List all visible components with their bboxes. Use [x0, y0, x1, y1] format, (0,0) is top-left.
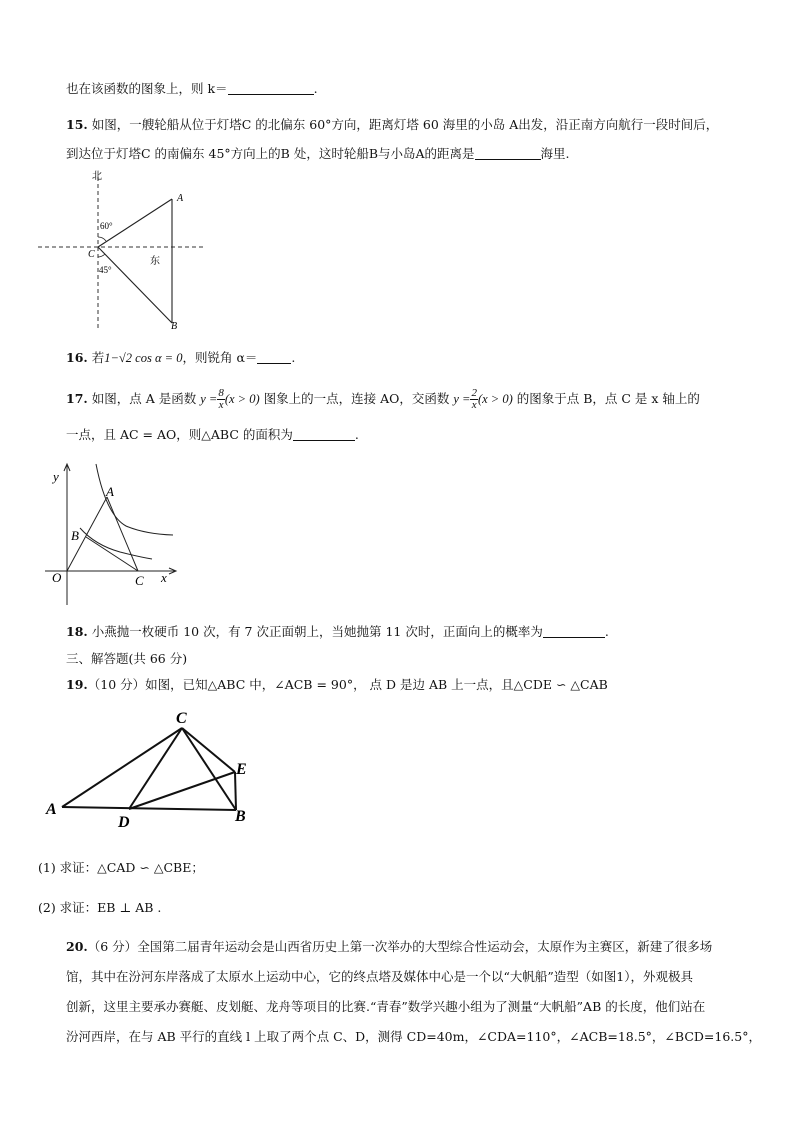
q19-figure [40, 705, 270, 835]
q17-number: 17. [66, 391, 88, 406]
q16-line: 16. 若1−√2 cos α = 0，则锐角 α＝ . [66, 350, 296, 365]
q17-label-x: x [161, 570, 167, 585]
q19-label-E: E [236, 761, 247, 778]
q17-fraction-2: $\frac{2}{x}$ [471, 387, 477, 411]
q16-number: 16. [66, 350, 88, 365]
q17-label-C: C [135, 573, 144, 588]
q19-seg-AC [62, 728, 182, 807]
q15-label-B: B [171, 321, 178, 332]
section3-title: 三、解答题(共 66 分) [66, 651, 188, 666]
q15-label-A: A [177, 193, 184, 204]
q19-score: （10 分） [87, 677, 146, 692]
q20-line4: 汾河西岸，在与 AB 平行的直线 l 上取了两个点 C、D，测得 CD=40m，∠CDA=110°，∠ACB=18.5°，∠BCD=16.5°， [66, 1029, 761, 1044]
q18-text: 小燕抛一枚硬币 10 次，有 7 次正面朝上，当她抛第 11 次时，正面向上的概率为 [91, 624, 543, 639]
q15-line2: 到达位于灯塔C 的南偏东 45°方向上的B 处，这时轮船B与小岛A的距离是 海里. [66, 146, 570, 161]
q18-line: 18. 小燕抛一枚硬币 10 次，有 7 次正面朝上，当她抛第 11 次时，正面向上的概率为 . [66, 624, 609, 639]
q19-label-A: A [46, 801, 57, 818]
q17-line2: 一点，且 AC = AO，则△ABC 的面积为 . [66, 427, 359, 442]
q20-line1: 20.（6 分）全国第二届青年运动会是山西省历史上第一次举办的大型综合性运动会，太原作为主赛区，新建了很多场 [66, 939, 713, 954]
q19-line [66, 676, 608, 694]
q17-label-O: O [52, 570, 62, 585]
q15-line1 [66, 116, 718, 134]
q15-number: 15. [66, 117, 88, 132]
q14-tail-text: 也在该函数的图象上，则 k＝ [66, 81, 228, 96]
q17-answer-blank[interactable] [293, 428, 355, 441]
q19-number: 19. [66, 677, 88, 692]
q19-part2: (2) 求证：EB ⊥ AB . [38, 900, 162, 915]
q18-number: 18. [66, 624, 88, 639]
q17-fraction-1: $\frac{8}{x}$ [218, 387, 224, 411]
q15-figure [30, 165, 220, 335]
q20-line2: 馆，其中在汾河东岸落成了太原水上运动中心，它的终点塔及媒体中心是一个以“大帆船”造型（如图1），外观极具 [66, 969, 693, 984]
q15-label-east: 东 [150, 256, 160, 267]
q17-label-y: y [53, 469, 59, 484]
q17-label-B: B [71, 528, 79, 543]
q14-tail: 也在该函数的图象上，则 k＝ . [66, 81, 318, 96]
q19-seg-CB [182, 728, 236, 810]
q19-label-B: B [235, 808, 246, 825]
q19-text: 如图，已知△ABC 中，∠ACB = 90°， 点 D 是边 AB 上一点，且△CDE ∽ △CAB [145, 677, 608, 692]
q20-score: （6 分） [87, 939, 138, 954]
q17-seg-AC [107, 497, 138, 571]
q15-arc-45 [98, 254, 105, 257]
q15-label-angle60: 60° [100, 221, 113, 231]
q19-seg-DE [129, 772, 235, 809]
q19-label-D: D [118, 814, 130, 831]
q19-label-C: C [176, 710, 187, 727]
q18-answer-blank[interactable] [543, 625, 605, 638]
q17-figure [40, 460, 190, 610]
q17-label-A: A [106, 484, 114, 499]
q19-seg-CE [182, 728, 235, 772]
q15-answer-blank[interactable] [475, 147, 541, 160]
q19-seg-CD [129, 728, 182, 809]
q20-line3: 创新，这里主要承办赛艇、皮划艇、龙舟等项目的比赛.“青春”数学兴趣小组为了测量“大帆船”AB 的长度，他们站在 [66, 999, 706, 1014]
q15-seg-CB [98, 247, 172, 323]
q16-answer-blank[interactable] [257, 351, 291, 364]
q15-label-north: 北 [92, 171, 102, 182]
q17-line1: 17. 如图，点 A 是函数 y = $\frac{8}{x}$ (x > 0) 图象上的一点，连接 AO，交函数 y = $\frac{2}{x}$ (x > 0) 的图象于点 B，点 C 是 x 轴上的 [66, 387, 700, 411]
q15-label-C: C [88, 249, 95, 260]
q14-answer-blank[interactable] [228, 82, 314, 95]
q15-text-1: 如图，一艘轮船从位于灯塔C 的北偏东 60°方向，距离灯塔 60 海里的小岛 A出发，沿正南方向航行一段时间后， [91, 117, 719, 132]
q16-expression: 1−√2 cos α = 0 [104, 351, 183, 365]
q15-arc-60 [98, 237, 106, 241]
q19-seg-AB [62, 807, 236, 810]
q15-text-2: 到达位于灯塔C 的南偏东 45°方向上的B 处，这时轮船B与小岛A的距离是 [66, 146, 475, 161]
q19-part1: (1) 求证：△CAD ∽ △CBE； [38, 860, 204, 875]
q20-number: 20. [66, 939, 88, 954]
q15-label-angle45: 45° [99, 265, 112, 275]
q17-curve-y2x [80, 528, 152, 559]
